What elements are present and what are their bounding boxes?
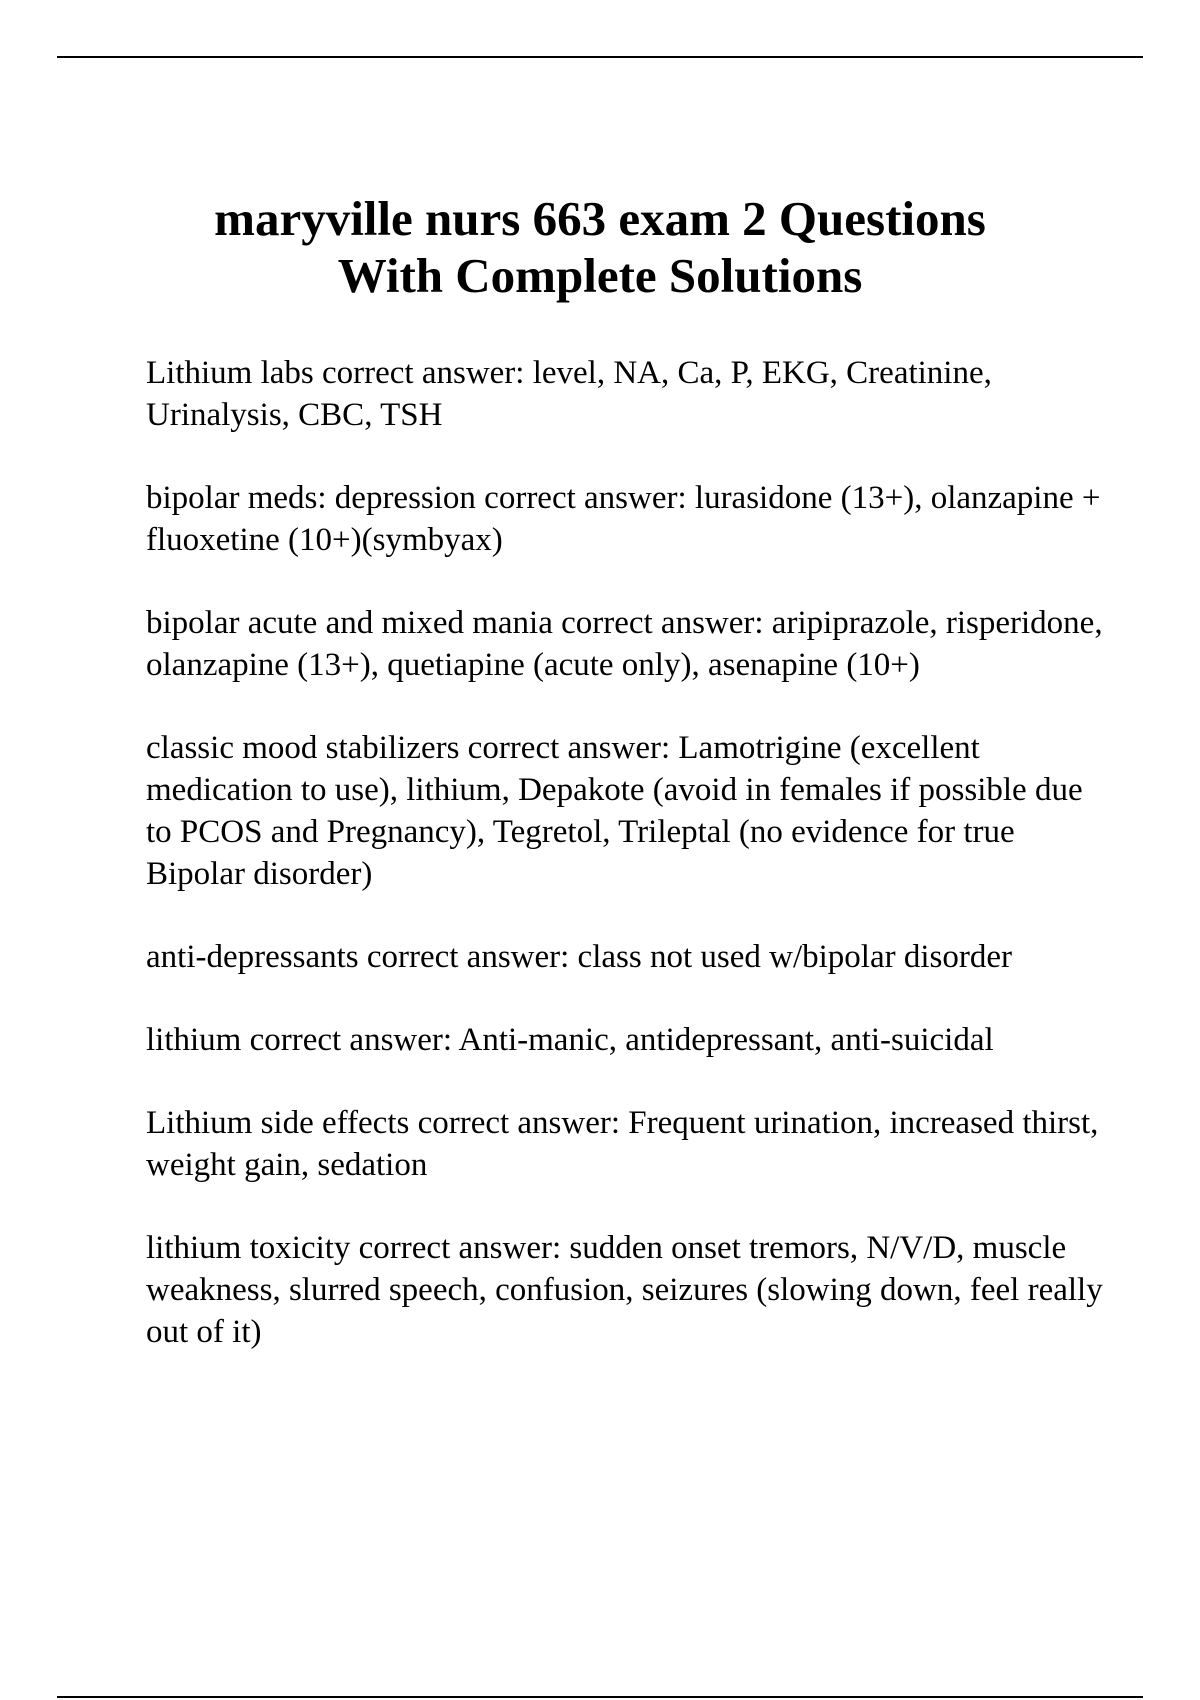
page-title (0, 190, 1200, 304)
bottom-rule (57, 1696, 1143, 1698)
title-line-1: maryville nurs 663 exam 2 Questions (214, 191, 986, 246)
qa-item-lithium-side-effects: Lithium side effects correct answer: Frequent urination, increased thirst, weight gain, sedation (146, 1105, 1099, 1183)
qa-item-lithium-labs: Lithium labs correct answer: level, NA, Ca, P, EKG, Creatinine, Urinalysis, CBC, TSH (146, 355, 992, 433)
qa-item-lithium: lithium correct answer: Anti-manic, antidepressant, anti-suicidal (146, 1022, 994, 1058)
question-answer-list (146, 352, 1106, 1394)
qa-item-anti-depressants: anti-depressants correct answer: class not used w/bipolar disorder (146, 939, 1012, 975)
qa-item-bipolar-depression-meds: bipolar meds: depression correct answer: lurasidone (13+), olanzapine + fluoxetine (10+)(symbyax) (146, 480, 1101, 558)
qa-item-lithium-toxicity: lithium toxicity correct answer: sudden onset tremors, N/V/D, muscle weakness, slurred speech, confusion, seizures (slowing down, feel really out of it) (146, 1230, 1103, 1350)
qa-item-mood-stabilizers: classic mood stabilizers correct answer: Lamotrigine (excellent medication to use), lithium, Depakote (avoid in females if possible due to PCOS and Pregnancy), Tegretol, Trileptal (no evidence for true Bipolar disorder) (146, 730, 1083, 892)
top-rule (57, 56, 1143, 58)
qa-item-bipolar-mania: bipolar acute and mixed mania correct answer: aripiprazole, risperidone, olanzapine (13+), quetiapine (acute only), asenapine (10+) (146, 605, 1103, 683)
title-line-2: With Complete Solutions (337, 248, 863, 303)
